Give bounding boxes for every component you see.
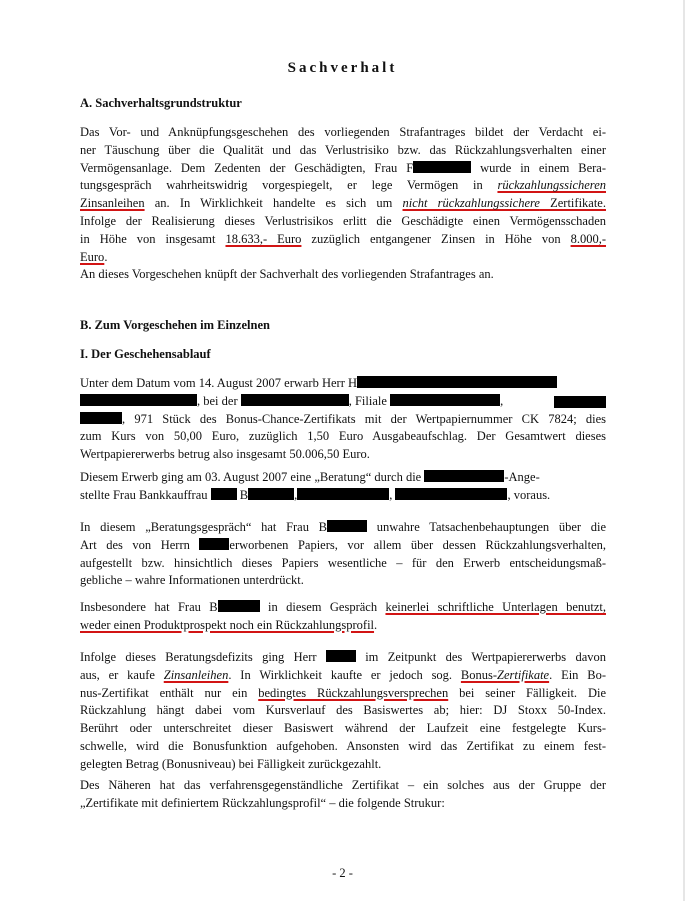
redaction (326, 650, 356, 662)
redaction (390, 394, 500, 406)
underlined-text: nicht rückzahlungssichere (402, 196, 540, 211)
section-a-heading: A. Sachverhaltsgrundstruktur (80, 96, 242, 110)
text-line: in Höhe von insgesamt 18.633,- Euro zuzüglich entgangener Zinsen in Höhe von 8.000,- (80, 231, 606, 246)
text-line: nus-Zertifikat enthält nur ein bedingtes Rückzahlungsversprechen bei seiner Fälligkeit. Die (80, 685, 606, 700)
redaction (297, 488, 389, 500)
section-b-heading: B. Zum Vorgeschehen im Einzelnen (80, 318, 270, 332)
text-line: zum Kurs von 50,00 Euro, zuzüglich 1,50 Euro Ausgabeaufschlag. Der Gesamtwert dieses (80, 429, 606, 444)
underlined-text: bedingtes Rückzahlungsversprechen (258, 685, 449, 700)
redaction (395, 488, 507, 500)
redaction (424, 470, 504, 482)
text-line: Berührt oder unterschreitet dieser Basiswert während der Laufzeit eine festgelegte Kurs- (80, 721, 606, 736)
text-line: Insbesondere hat Frau B in diesem Gespräch keinerlei schriftliche Unterlagen benutzt, (80, 600, 606, 614)
redaction (211, 488, 237, 500)
text-line: Diesem Erwerb ging am 03. August 2007 eine „Beratung“ durch die -Ange- (80, 470, 540, 484)
redaction (327, 520, 367, 532)
redaction (554, 396, 606, 408)
text-line: Euro. (80, 249, 108, 264)
section-b-paragraph-5 (80, 649, 606, 774)
underlined-text: keinerlei schriftliche Unterlagen benutzt, (385, 600, 606, 614)
text-line: Art des von Herrn erworbenen Papiers, vor allem über dessen Rückzahlungsverhalten, (80, 537, 606, 552)
underlined-text: Bonus- (460, 667, 498, 682)
text-line: Unter dem Datum vom 14. August 2007 erwarb Herr H (80, 375, 606, 393)
text-line: Zinsanleihen an. In Wirklichkeit handelte es sich um nicht rückzahlungssichere Zertifikate. (80, 196, 606, 211)
underlined-text: Zertifikate (497, 667, 550, 682)
redaction (413, 161, 471, 173)
text-line: stellte Frau Bankkauffrau B , , , voraus. (80, 487, 551, 502)
text-line: In diesem „Beratungsgespräch“ hat Frau B unwahre Tatsachenbehauptungen über die (80, 520, 606, 534)
underlined-text: Zinsanleihen (163, 667, 229, 682)
text-line: , bei der , Filiale , (80, 393, 606, 411)
redaction (80, 394, 197, 406)
text-line: Vermögensanlage. Dem Zedenten der Geschädigten, Frau F wurde in einem Bera- (80, 160, 606, 175)
section-b-paragraph-4 (80, 599, 606, 635)
section-b-paragraph-3 (80, 519, 606, 590)
underlined-text: Zertifikate. (539, 196, 606, 211)
text-line: weder einen Produktprospekt noch ein Rückzahlungsprofil. (80, 617, 378, 632)
underlined-amount: Euro (80, 249, 105, 264)
text-line: Das Vor- und Anknüpfungsgeschehen des vorliegenden Strafantrages bildet der Verdacht ei- (80, 125, 606, 139)
redaction (357, 376, 557, 388)
redaction (80, 412, 122, 424)
text-line: tungsgespräch wahrheitswidrig vorgespiegelt, er lege Vermögen in rückzahlungssicheren (80, 178, 606, 193)
page-title: Sachverhalt (287, 60, 398, 76)
section-b-paragraph-1 (80, 375, 606, 464)
section-b-paragraph-6 (80, 777, 606, 813)
text-line: Infolge dieses Beratungsdefizits ging Herr im Zeitpunkt des Wertpapiererwerbs davon (80, 650, 606, 664)
underlined-amount: 8.000,- (570, 231, 606, 246)
section-a-paragraph-2 (80, 266, 606, 284)
text-line: An dieses Vorgeschehen knüpft der Sachverhalt des vorliegenden Strafantrages an. (80, 267, 494, 281)
text-line: gebliche – wahre Informationen unterdrückt. (80, 573, 304, 588)
redaction (199, 538, 229, 550)
text-line: Wertpapiererwerbs betrug also insgesamt 50.006,50 Euro. (80, 447, 370, 462)
text-line: aus, er kaufe Zinsanleihen. In Wirklichkeit kaufte er jedoch sog. Bonus-Zertifikate. Ein Bo- (80, 667, 606, 682)
text-line: „Zertifikate mit definiertem Rückzahlungsprofil“ – die folgende Strukur: (80, 795, 445, 810)
underlined-text: weder einen Produktprospekt noch ein Rückzahlungsprofil (80, 617, 375, 632)
redaction (218, 600, 260, 612)
text-line: gelegten Betrag (Bonusniveau) bei Fälligkeit zurückgezahlt. (80, 756, 382, 771)
page-number: - 2 - (332, 866, 353, 880)
redaction (248, 488, 294, 500)
text-line: Des Näheren hat das verfahrensgegenständliche Zertifikat – ein solches aus der Gruppe der (80, 778, 606, 792)
text-line: Rückzahlung hängt dabei vom Kursverlauf des Basiswertes ab; hier: DJ Stoxx 50-Index. (80, 703, 606, 718)
section-a-paragraph-1 (80, 124, 606, 266)
text-line: schwelle, wird die Bonusfunktion aufgehoben. Ansonsten wird das Zertifikat zu einem fest- (80, 738, 606, 753)
section-b-paragraph-2 (80, 469, 606, 505)
underlined-amount: 18.633,- Euro (225, 231, 302, 246)
text-line: Infolge der Realisierung dieses Verlustrisikos erlitt die Geschädigte einen Vermögensschaden (80, 213, 606, 228)
redaction (241, 394, 349, 406)
underlined-text: rückzahlungssicheren (497, 178, 606, 193)
subsection-heading: I. Der Geschehensablauf (80, 347, 211, 361)
text-line: ner Täuschung über die Qualität und das Verlustrisiko bzw. das Rückzahlungsverhalten einer (80, 142, 606, 157)
underlined-text: Zinsanleihen (80, 196, 145, 211)
text-line: aufgestellt bzw. hinsichtlich dieses Papiers wesentliche – für den Erwerb entscheidungsmaß- (80, 555, 606, 570)
text-line: , 971 Stück des Bonus-Chance-Zertifikats mit der Wertpapiernummer CK 7824; dies (80, 411, 606, 429)
